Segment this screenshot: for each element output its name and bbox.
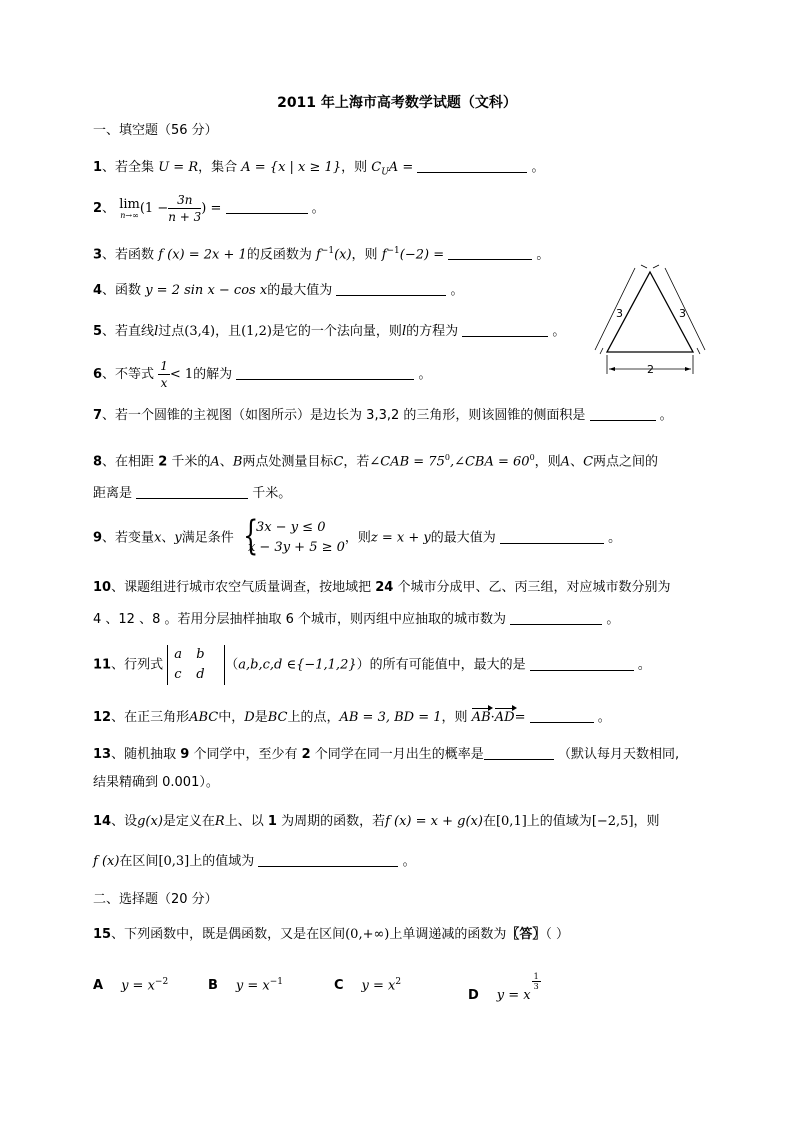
answer-blank[interactable] [462, 322, 548, 337]
answer-blank[interactable] [336, 281, 446, 296]
answer-blank[interactable] [226, 199, 308, 214]
answer-blank[interactable] [136, 484, 248, 499]
option-d[interactable]: D y = x $\frac{1}{3}$ [468, 972, 539, 1003]
question-15: 15、下列函数中，既是偶函数，又是在区间(0,+∞)上单调递减的函数为〖答〗（ ） [93, 927, 570, 942]
question-7: 7、若一个圆锥的主视图（如图所示）是边长为 3,3,2 的三角形，则该圆锥的侧面积是 。 [93, 408, 673, 423]
question-14-line-2: f (x)在区间[0,3]上的值域为 。 [93, 854, 416, 869]
fraction: $\frac{1}{x}$ [160, 359, 168, 390]
determinant: a b c d [167, 645, 225, 685]
vector-ab: AB [472, 708, 491, 728]
answer-blank[interactable] [590, 406, 656, 421]
answer-blank[interactable] [417, 158, 527, 173]
question-10: 10、课题组进行城市农空气质量调查，按地域把 24 个城市分成甲、乙、丙三组，对应城市数分别为 [93, 580, 671, 595]
left-side-label: 3 [616, 307, 623, 320]
question-14: 14、设g(x)是定义在R上、以 1 为周期的函数，若f (x) = x + g(x)在[0,1]上的值域为[−2,5]，则 [93, 814, 660, 829]
question-11: 11、行列式 a b c d （a,b,c,d ∈{−1,1,2}）的所有可能值中，最大的是 。 [93, 645, 651, 685]
option-b[interactable]: B $y = x^{-1}$ [208, 977, 284, 994]
question-9: 9、若变量x、y满足条件 { 3x − y ≤ 0 x − 3y + 5 ≥ 0 ，则z = x + y的最大值为 。 [93, 513, 622, 559]
option-a[interactable]: A $y = x^{-2}$ [93, 977, 169, 994]
question-2: 2、 lim n→∞ (1 − $\frac{3n}{n + 3}$ ) = 。 [93, 193, 325, 224]
answer-blank[interactable] [510, 610, 602, 625]
question-8-line-2: 距离是 千米。 [93, 486, 292, 501]
limit-expression: lim n→∞ [119, 196, 140, 220]
answer-paren[interactable]: （ ） [545, 927, 570, 942]
cone-front-view-figure [590, 262, 720, 380]
question-1: 1、若全集 U = R，集合 A = {x | x ≥ 1}，则 $C_UA$ = 。 [93, 160, 545, 178]
option-c[interactable]: C $y = x^2$ [334, 977, 402, 994]
system-of-inequalities: { 3x − y ≤ 0 x − 3y + 5 ≥ 0 [243, 513, 345, 559]
question-5: 5、若直线l过点(3,4)，且(1,2)是它的一个法向量，则l的方程为 。 [93, 324, 566, 339]
exponent-fraction: $\frac{1}{3}$ [533, 972, 539, 991]
section-fill-in-heading: 一、填空题（56 分） [93, 123, 218, 138]
answer-blank[interactable] [530, 656, 634, 671]
answer-blank[interactable] [500, 529, 604, 544]
question-4: 4、函数 y = 2 sin x − cos x的最大值为 。 [93, 283, 464, 298]
fraction: $\frac{3n}{n + 3}$ [168, 193, 202, 224]
question-12: 12、在正三角形ABC中，D是BC上的点，AB = 3, BD = 1，则 AB·AD= 。 [93, 708, 611, 728]
answer-blank[interactable] [258, 852, 398, 867]
question-10-line-2: 4 、12 、8 。若用分层抽样抽取 6 个城市，则丙组中应抽取的城市数为 。 [93, 612, 620, 627]
question-8: 8、在相距 2 千米的A、B两点处测量目标C，若∠CAB = $75^0,\angle CBA = 60^0$，则A、C两点之间的 [93, 453, 659, 470]
question-6: 6、不等式 $\frac{1}{x}$ < 1的解为 。 [93, 359, 432, 390]
base-label: 2 [647, 363, 654, 376]
question-13-line-2: 结果精确到 0.001）。 [93, 775, 219, 790]
section-multiple-choice-heading: 二、选择题（20 分） [93, 892, 218, 907]
answer-blank[interactable] [530, 708, 594, 723]
exam-title: 2011 年上海市高考数学试题（文科） [277, 95, 517, 111]
answer-blank[interactable] [236, 365, 414, 380]
answer-blank[interactable] [448, 245, 532, 260]
question-13: 13、随机抽取 9 个同学中，至少有 2 个同学在同一月出生的概率是 （默认每月天数相同, [93, 747, 680, 762]
answer-blank[interactable] [484, 745, 554, 760]
vector-ad: AD [495, 708, 515, 728]
right-side-label: 3 [679, 307, 686, 320]
question-3: 3、若函数 f (x) = 2x + 1的反函数为 $f^{-1}(x)$，则 $f^{-1}(-2)$ = 。 [93, 246, 550, 263]
